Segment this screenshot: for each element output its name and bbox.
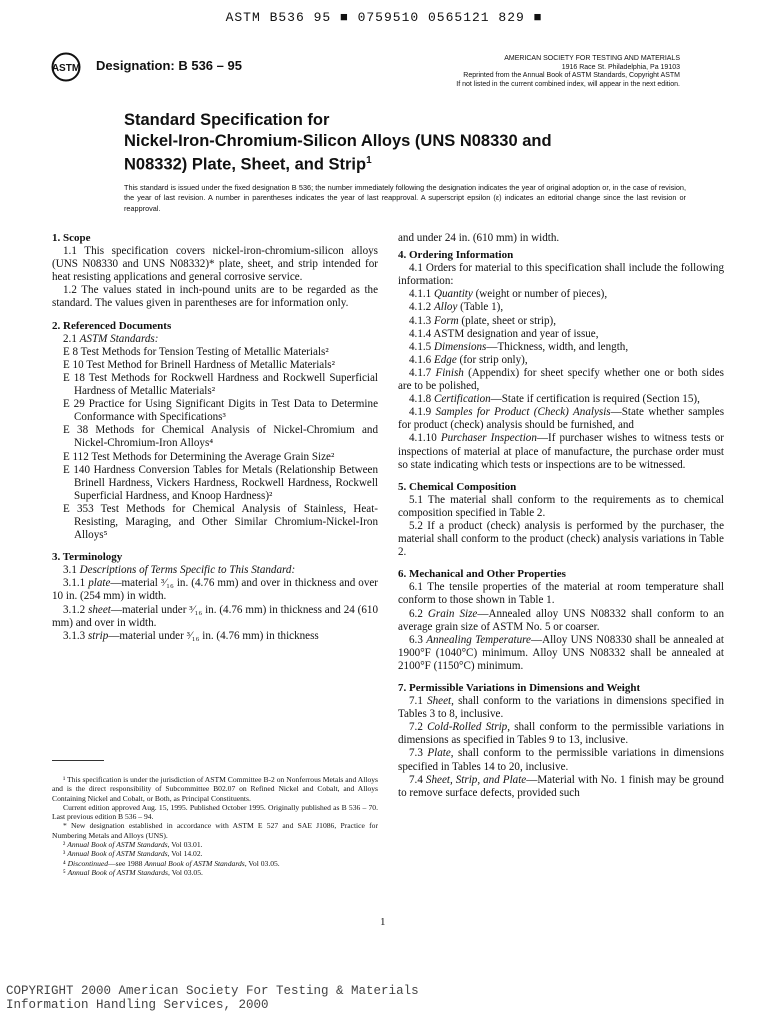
reference-item: E 353 Test Methods for Chemical Analysis of Stainless, Heat-Resisting, Maraging, and Other Similar Chromium-Nickel-Iron Alloys⁵ <box>63 502 378 542</box>
footnote <box>52 840 378 849</box>
reference-item: E 18 Test Methods for Rockwell Hardness and Rockwell Superficial Hardness of Metallic Materials² <box>63 371 378 398</box>
clause-text: (Table 1), <box>457 301 504 314</box>
clause-number: 3.1.3 <box>63 629 86 642</box>
page-number: 1 <box>380 916 386 928</box>
footnote: * New designation established in accordance with ASTM E 527 and SAE J1086, Practice for Numbering Metals and Alloys (UNS). <box>52 821 378 840</box>
list-item <box>398 315 724 328</box>
paragraph: 5.2 If a product (check) analysis is performed by the purchaser, the material shall conform to the product (check) analysis variations in Table 2. <box>398 519 724 559</box>
clause-term: plate <box>88 577 111 590</box>
paragraph: 1.2 The values stated in inch-pound units are to be regarded as the standard. The values given in parentheses are for information only. <box>52 284 378 310</box>
footnote-mark: ⁴ <box>63 858 66 868</box>
standard-notice: This standard is issued under the fixed designation B 536; the number immediately following the designation indicates the year of original adoption or, in the case of revision, the year of last revision. A number in parentheses indicates the year of last reapproval. A superscript epsilon (ε) indicates an editorial change since the last revision or reapproval. <box>124 183 686 213</box>
section-heading-scope: 1. Scope <box>52 232 91 244</box>
footnote-volume: , Vol 03.05. <box>167 867 203 877</box>
clause-term: Grain Size <box>427 607 478 620</box>
list-item <box>398 328 724 341</box>
clause-term: Finish <box>435 366 464 379</box>
clause-text: , shall conform to the permissible variations in dimensions as specified in Tables 9 to 13, inclusive. <box>398 721 724 747</box>
clause-term: Descriptions of Terms Specific to This Standard: <box>79 564 296 577</box>
clause-term: Sheet, Strip, and Plate <box>425 773 527 786</box>
paragraph <box>52 577 378 603</box>
copyright-notice <box>6 984 419 1012</box>
document-title <box>124 110 684 175</box>
paragraph <box>398 747 724 773</box>
title-line-text: N08332) Plate, Sheet, and Strip <box>124 155 367 174</box>
clause-text: —Material with No. 1 finish may be ground to remove surface defects, provided such <box>398 773 724 799</box>
title-line: Nickel-Iron-Chromium-Silicon Alloys (UNS N08330 and <box>124 131 552 150</box>
publisher-line: AMERICAN SOCIETY FOR TESTING AND MATERIALS <box>504 55 680 62</box>
title-line <box>124 151 684 175</box>
footnote-divider <box>52 760 104 761</box>
footnote-volume: , Vol 03.05. <box>244 858 280 868</box>
clause-number: 3.1.1 <box>63 577 86 590</box>
clause-number: 4.1.9 <box>409 406 432 419</box>
clause-term: ASTM Standards: <box>79 332 159 345</box>
paragraph: 1.1 This specification covers nickel-iron-chromium-silicon alloys (UNS N08330 and UNS N08332)* plate, sheet, and strip intended for heat resisting applications and general corrosive service. <box>52 245 378 284</box>
list-item <box>398 301 724 314</box>
paragraph <box>398 634 724 673</box>
clause-number: 4.1.10 <box>409 432 437 445</box>
right-column <box>398 232 724 800</box>
paragraph <box>52 564 378 577</box>
svg-text:ASTM: ASTM <box>51 63 81 74</box>
clause-term: Annealing Temperature <box>426 633 531 646</box>
clause-text: —State whether samples for product (check) analysis should be furnished, and <box>398 406 725 432</box>
clause-text: (for strip only), <box>456 353 528 366</box>
list-item <box>398 367 724 393</box>
clause-number: 4.1.1 <box>409 288 432 301</box>
title-footnote-mark: 1 <box>366 155 372 166</box>
publisher-info <box>430 55 680 89</box>
reference-item: E 29 Practice for Using Significant Digits in Test Data to Determine Conformance with Specifications³ <box>63 398 378 424</box>
clause-number: 7.3 <box>409 747 423 760</box>
clause-term: Dimensions <box>433 340 487 353</box>
title-line: Standard Specification for <box>124 111 330 129</box>
section-heading-permissible-variations: 7. Permissible Variations in Dimensions and Weight <box>398 682 641 694</box>
clause-text: (Appendix) for sheet specify whether one or both sides are to be polished, <box>398 366 724 393</box>
clause-text: —Thickness, width, and length, <box>486 340 629 353</box>
clause-text: (plate, sheet or strip), <box>458 314 556 327</box>
section-heading-terminology: 3. Terminology <box>52 551 123 564</box>
astm-logo-icon <box>48 52 84 82</box>
clause-number: 7.2 <box>409 721 423 734</box>
footnote-source: Annual Book of ASTM Standards <box>67 867 168 877</box>
footnote-status: Discontinued <box>67 858 109 868</box>
clause-text: —material under ³⁄₁₆ in. (4.76 mm) in thickness and 24 (610 mm) and over in width. <box>52 603 378 629</box>
clause-term: strip <box>87 629 109 642</box>
footnote-source: Annual Book of ASTM Standards <box>67 840 168 850</box>
footnote: Current edition approved Aug. 15, 1995. Published October 1995. Originally published as B 536 – 70. Last previous edition B 536 – 94. <box>52 802 378 822</box>
clause-text: —State if certification is required (Section 15), <box>490 393 700 406</box>
clause-text: —Annealed alloy UNS N08332 shall conform to an average grain size of ASTM No. 5 or coarser. <box>398 607 724 633</box>
footnote-source: Annual Book of ASTM Standards <box>67 849 168 859</box>
clause-text: —material ³⁄₁₆ in. (4.76 mm) and over in thickness and over 10 in. (254 mm) in width. <box>52 577 378 603</box>
clause-text: , shall conform to the permissible variations in dimensions specified in Tables 14 to 20, inclusive. <box>398 747 724 773</box>
paragraph <box>398 721 724 747</box>
reference-item: E 8 Test Methods for Tension Testing of Metallic Materials² <box>63 345 329 358</box>
paragraph: 5.1 The material shall conform to the requirements as to chemical composition specified in Table 2. <box>398 493 724 519</box>
list-item <box>398 341 724 354</box>
list-item <box>398 406 724 432</box>
clause-number: 3.1.2 <box>63 603 86 616</box>
clause-term: Cold-Rolled Strip <box>427 721 508 734</box>
list-item <box>398 354 724 367</box>
clause-term: Alloy <box>433 301 458 314</box>
list-item <box>398 288 724 301</box>
clause-number: 4.1.4 <box>409 327 432 340</box>
clause-text: , shall conform to the variations in dimensions specified in Tables 3 to 8, inclusive. <box>398 695 724 721</box>
left-column <box>52 232 378 643</box>
footnote-mark: ³ <box>63 849 66 859</box>
footnote-mark: ² <box>63 840 66 850</box>
paragraph <box>52 333 378 346</box>
publisher-line: If not listed in the current combined index, will appear in the next edition. <box>456 80 680 88</box>
clause-number: 7.4 <box>409 773 423 786</box>
clause-number: 4.1.8 <box>409 393 432 406</box>
paragraph-continuation: and under 24 in. (610 mm) in width. <box>398 232 560 244</box>
paragraph: 4.1 Orders for material to this specification shall include the following information: <box>398 262 724 288</box>
clause-text: ASTM designation and year of issue, <box>433 327 599 340</box>
clause-number: 4.1.6 <box>409 353 432 366</box>
clause-text: —material under ³⁄₁₆ in. (4.76 mm) in thickness <box>108 629 319 642</box>
clause-term: Sheet <box>427 695 452 708</box>
clause-term: Quantity <box>433 288 473 301</box>
paragraph <box>398 608 724 634</box>
paragraph <box>398 695 724 721</box>
clause-number: 2.1 <box>63 332 77 345</box>
footnote <box>52 859 378 868</box>
footnote-text: —see 1988 <box>108 858 145 868</box>
footnote <box>52 849 378 858</box>
footnote-mark: ⁵ <box>63 867 66 877</box>
list-item <box>398 432 724 471</box>
clause-number: 4.1.3 <box>409 314 432 327</box>
reference-item: E 10 Test Method for Brinell Hardness of Metallic Materials² <box>63 358 335 371</box>
document-header-code: ASTM B536 95 ■ 0759510 0565121 829 ■ <box>225 10 543 25</box>
clause-term: sheet <box>88 603 111 616</box>
reference-item: E 38 Methods for Chemical Analysis of Nickel-Chromium and Nickel-Chromium-Iron Alloys⁴ <box>63 424 378 450</box>
clause-number: 6.2 <box>409 607 423 620</box>
clause-text: (weight or number of pieces), <box>472 288 608 301</box>
list-item <box>398 393 724 406</box>
clause-term: Edge <box>433 353 457 366</box>
publisher-line: 1916 Race St. Philadelphia, Pa 19103 <box>561 63 680 71</box>
clause-number: 7.1 <box>409 695 423 708</box>
footnote-volume: , Vol 03.01. <box>167 840 203 850</box>
section-heading-chemical-composition: 5. Chemical Composition <box>398 480 517 493</box>
clause-number: 3.1 <box>63 564 77 577</box>
reference-item: E 112 Test Methods for Determining the Average Grain Size² <box>63 450 335 463</box>
paragraph <box>398 774 724 800</box>
clause-number: 4.1.5 <box>409 340 432 353</box>
reference-item: E 140 Hardness Conversion Tables for Metals (Relationship Between Brinell Hardness, Vickers Hardness, Rockwell Hardness, Rockwell Superficial Hardness, and Knoop Hardness)² <box>63 463 378 502</box>
clause-text: —Alloy UNS N08330 shall be annealed at 1900°F (1040°C) minimum. Alloy UNS N08332 shall be annealed at 2100°F (1150°C) minimum. <box>398 633 724 672</box>
clause-number: 4.1.2 <box>409 301 432 314</box>
clause-number: 4.1.7 <box>409 366 432 379</box>
clause-number: 6.3 <box>409 633 423 646</box>
copyright-line: COPYRIGHT 2000 American Society For Testing & Materials <box>6 984 419 998</box>
clause-term: Purchaser Inspection <box>440 432 537 445</box>
footnote <box>52 868 378 877</box>
section-heading-mechanical-properties: 6. Mechanical and Other Properties <box>398 568 566 581</box>
clause-term: Certification <box>433 393 491 406</box>
designation: Designation: B 536 – 95 <box>96 58 242 73</box>
footnotes <box>52 775 378 877</box>
section-heading-referenced-documents: 2. Referenced Documents <box>52 319 172 332</box>
copyright-line: Information Handling Services, 2000 <box>6 998 269 1012</box>
clause-term: Plate <box>427 747 451 760</box>
paragraph <box>52 604 378 630</box>
paragraph: 6.1 The tensile properties of the material at room temperature shall conform to those shown in Table 1. <box>398 581 724 607</box>
footnote: ¹ This specification is under the jurisdiction of ASTM Committee B-2 on Nonferrous Metals and Alloys and is the direct responsibility of Subcommittee B02.07 on Refined Nickel and Cobalt, and Alloys Containing Nickel and Cobalt, or Both, as Principal Constituents. <box>52 775 378 803</box>
footnote-source: Annual Book of ASTM Standards <box>144 858 245 868</box>
section-heading-ordering-information: 4. Ordering Information <box>398 249 514 262</box>
clause-term: Form <box>433 314 459 327</box>
paragraph <box>52 630 378 643</box>
clause-term: Samples for Product (Check) Analysis <box>435 406 611 419</box>
clause-text: —If purchaser wishes to witness tests or inspections of material at place of manufacture, the purchase order must so state indicating which tests or inspections are to be witnessed. <box>398 432 724 471</box>
footnote-volume: , Vol 14.02. <box>167 849 203 859</box>
publisher-line: Reprinted from the Annual Book of ASTM Standards, Copyright ASTM <box>463 72 680 80</box>
